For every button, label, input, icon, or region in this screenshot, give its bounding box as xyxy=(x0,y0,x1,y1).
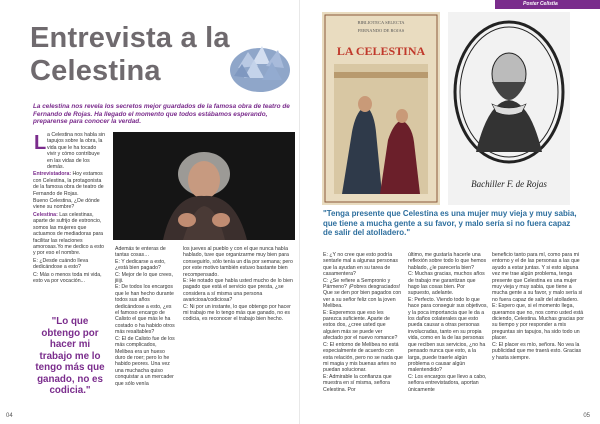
col1-para-4: E: ¿Desde cuándo lleva dedicándose a esto? xyxy=(33,257,89,271)
section-header-bar xyxy=(495,0,600,9)
book-title: LA CELESTINA xyxy=(336,44,426,58)
pull-quote-right: "Tenga presente que Celestina es una mujer muy vieja y muy sabia, que tiene a mucha gente a su favor, y malo sería si no fuera capaz de salir del atolladero." xyxy=(323,209,577,238)
intro-paragraph: La celestina nos revela los secretos mejor guardados de la famosa obra de teatro de Fernando de Rojas. Ha llegado el momento que todos estábamos esperando, preparense para conocer la verdad. xyxy=(33,103,290,126)
text-column-3: los jueves al pueblo y con el que nunca había hablado, tuve que organizarme muy bien para conseguirlo, sólo tenía un día por semana; pero por este motivo también estuvo bastante bien recompensado. E: He notado que había usted mucho de lo bien pagado que está el servicio que presta, ¿se considera a sí misma una persona avariciosa/codiciosa? C: Ni por un instante, lo que obtengo por hacer mi trabajo me lo tengo más que ganado, no es codicia, es reconocer el trabajo bien hecho. xyxy=(183,246,293,323)
col1-text: Hoy estamos con Celestina, la protagonista de la famosa obra de teatro de Fernando de Rojas. xyxy=(33,171,104,197)
text-column-1 xyxy=(33,132,106,285)
text-column-c: beneficio tanto para mí, como para mi entorno y el de las personas a las que ayudo a estar juntas. Y si esto alguna vez me trae algún problema, tenga presente que Celestina es una mujer muy vieja y muy sabia, que tiene a mucha gente a su favor, y malo sería si no fuera capaz de salir del atolladero. E: Espero que, si el momento llega, queramos que no, nos como usted está diciendo, Celestina. Muchas gracias por su tiempo y por responder a mis preguntas sin tapujos, ha sido todo un placer. C: El placer es mío, señora. No vea la publicidad que me traerá esto. Gracias y hasta siempre. xyxy=(492,252,584,361)
section-header-label: Poster Celistia xyxy=(523,1,558,7)
col1-para-3 xyxy=(33,212,106,257)
article-title: Entrevista a la Celestina xyxy=(30,22,230,87)
book-series: BIBLIOTECA SELECTA xyxy=(357,20,405,25)
book-cover-image xyxy=(322,12,440,205)
rojas-portrait-image xyxy=(448,12,570,205)
celestite-crystal-image xyxy=(228,38,292,94)
book-author: FERNANDO DE ROJAS xyxy=(357,28,405,33)
pull-quote: "Lo que obtengo por hacer mi trabajo me lo tengo más que ganado, no es codicia." xyxy=(35,316,105,396)
col1-para-2: Bueno Celestina, ¿De dónde viene su nombre? xyxy=(33,198,100,211)
page-number-left: 04 xyxy=(6,413,13,419)
celestina-figure-image xyxy=(113,132,295,240)
text-column-a: E: ¿Y no cree que esto podría sentarle mal a algunas personas que la ayudan en su tarea de casamentera? C: ¿Se refiere a Sempronio y Pármeno? ¡Pobres desgraciados! Que se den por bien pagados con ver a su señor feliz con la joven Melibea. E: Esperemos que eso les parezca suficiente. Aparte de estos dos, ¿cree usted que alguien más se puede ver afectado por el nuevo romance? C: El entorno de Melibea no está especialmente de acuerdo con esta relación, pero no se nada que mi magia y mis buenas artes no puedan solucionar. E: Admirable la confianza que muestra en sí misma, señora Celestina. Por xyxy=(323,252,403,393)
text-column-b: último, me gustaría hacerle una reflexión sobre todo lo que hemos hablado, ¿le parecería bien? C: Muchas gracias, muchos años de trabajo me garantizan que hago las cosas bien. Por supuesto, adelante. E: Perfecto. Viendo todo lo que hace para conseguir sus objetivos, y la poca importancia que le da a los daños colaterales que esto pueda causar a otras personas involucradas, tanto en su propia vida, como en la de las personas que reciben sus servicios, ¿no ha pensado nunca que esto, a la larga, puede traerle algún problema o causar algún malentendido? C: Los encargos que llevo a cabo, señora entrevistadora, aportan únicamente xyxy=(408,252,488,393)
col1-text: Las celestinas, aparte de sufrijo de estroncio, somos las mujeres que actuamos de mediadoras para facilitar las relaciones amorosas.Yo me dedico a esto y por eso el nombre. xyxy=(33,211,105,257)
page-number-right: 05 xyxy=(583,413,590,419)
portrait-caption: Bachiller F. de Rojas xyxy=(471,179,547,189)
celestina-photo xyxy=(113,132,295,240)
speaker-label: Celestina: xyxy=(33,211,58,218)
text-column-2: Además te enteras de tantas cosas… E: Y dedicarse a esto, ¿está bien pagado? C: Mejor de lo que crees, jiiiji. E: De todos los encargos que le han hecho durante todos sus años dedicándose a esto, ¿es el famoso encargo de Calisto el que más le ha costado o ha habido otros más resaltables? C: El de Calisto fue de los más complicados, Melibea era un hueso duro de roer; pero lo he habido peores. Una vez una muchacha quiso conquistar a un mercader que sólo venía xyxy=(115,246,175,387)
drop-cap: L xyxy=(34,132,47,154)
speaker-label: Entrevistadora: xyxy=(33,171,72,178)
col1-para-1 xyxy=(33,171,106,197)
col1-opening: a Celestina nos habla sin tapujos sobre la obra, la vida que le ha tocado vivir y cómo contribuye en las vidas de los demás. xyxy=(47,132,105,171)
col1-para-5: C: Más o menos toda mi vida, esto va por vocación... xyxy=(33,271,102,284)
